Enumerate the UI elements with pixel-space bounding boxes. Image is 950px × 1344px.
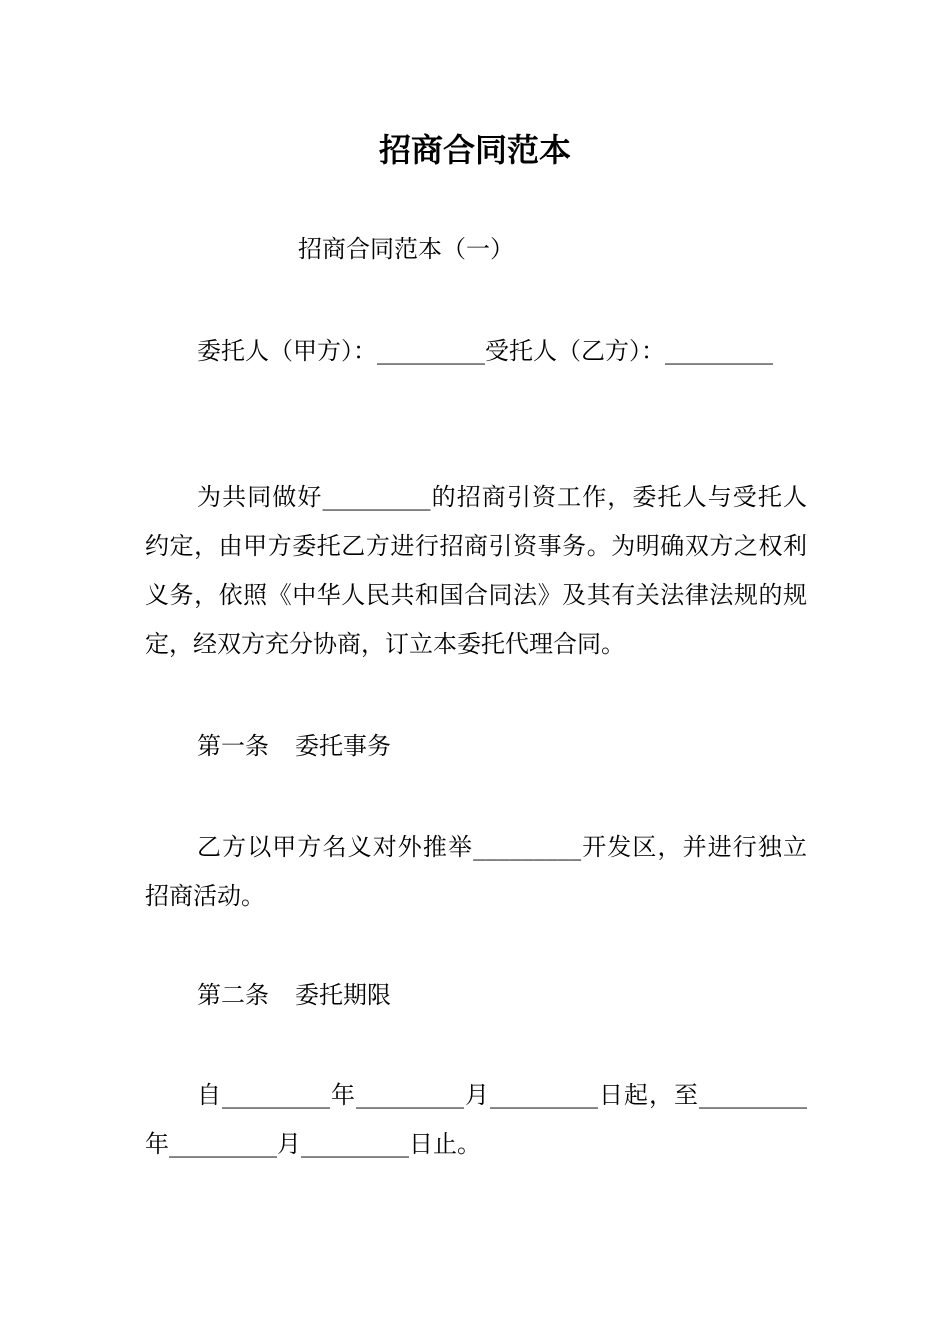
article1-title: 委托事务	[295, 732, 391, 760]
document-subtitle: 招商合同范本（一）	[298, 235, 514, 263]
intro-paragraph: 为共同做好_________的招商引资工作，委托人与受托人约定，由甲方委托乙方进行招商引资事务。为明确双方之权利义务，依照《中华人民共和国合同法》及其有关法律法规的规定，经双方充分协商，订立本委托代理合同。	[145, 483, 807, 658]
document-title: 招商合同范本	[378, 131, 571, 169]
parties-paragraph: 委托人（甲方）：_________受托人（乙方）：_________	[197, 337, 773, 365]
article1-number: 第一条	[197, 732, 269, 760]
article2-paragraph: 自_________年_________月_________日起，至_________年_________月_________日止。	[145, 1081, 807, 1158]
article1-heading	[197, 728, 391, 764]
article2-heading	[197, 977, 391, 1013]
article2-title: 委托期限	[295, 981, 391, 1009]
article2-number: 第二条	[197, 981, 269, 1009]
article1-paragraph: 乙方以甲方名义对外推举_________开发区，并进行独立招商活动。	[145, 833, 807, 910]
